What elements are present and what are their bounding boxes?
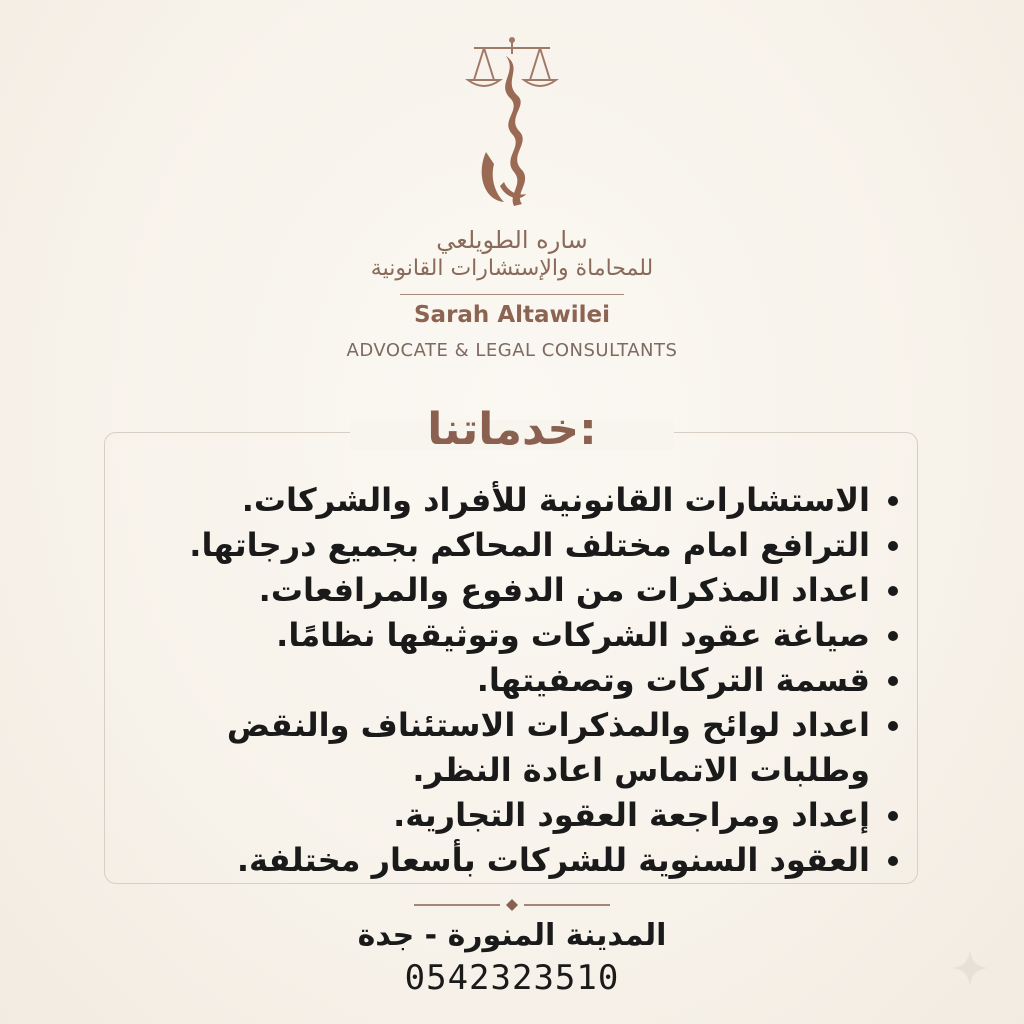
ornament-divider [414,898,610,912]
scales-of-justice-logo-icon [462,34,562,224]
service-item: صياغة عقود الشركات وتوثيقها نظامًا. [150,613,904,658]
services-title: خدماتنا: [427,404,597,455]
brand-name-arabic: ساره الطويلعي [436,226,588,254]
brand-tagline-arabic: للمحاماة والإستشارات القانونية [370,256,654,281]
sparkle-icon [950,948,990,988]
brand-divider [400,294,624,295]
service-item: اعداد المذكرات من الدفوع والمرافعات. [150,568,904,613]
service-item: الاستشارات القانونية للأفراد والشركات. [150,478,904,523]
services-list [150,478,904,883]
location-text: المدينة المنورة - جدة [357,918,667,953]
brand-name-english: Sarah Altawilei [413,302,611,328]
service-item: العقود السنوية للشركات بأسعار مختلفة. [150,838,904,883]
phone-number: 0542323510 [404,958,620,998]
service-item: اعداد لوائح والمذكرات الاستئناف والنقض وطلبات الاتماس اعادة النظر. [150,703,904,793]
service-item: الترافع امام مختلف المحاكم بجميع درجاتها. [150,523,904,568]
service-item: إعداد ومراجعة العقود التجارية. [150,793,904,838]
brand-tagline-english: ADVOCATE & LEGAL CONSULTANTS [346,340,678,361]
service-item: قسمة التركات وتصفيتها. [150,658,904,703]
